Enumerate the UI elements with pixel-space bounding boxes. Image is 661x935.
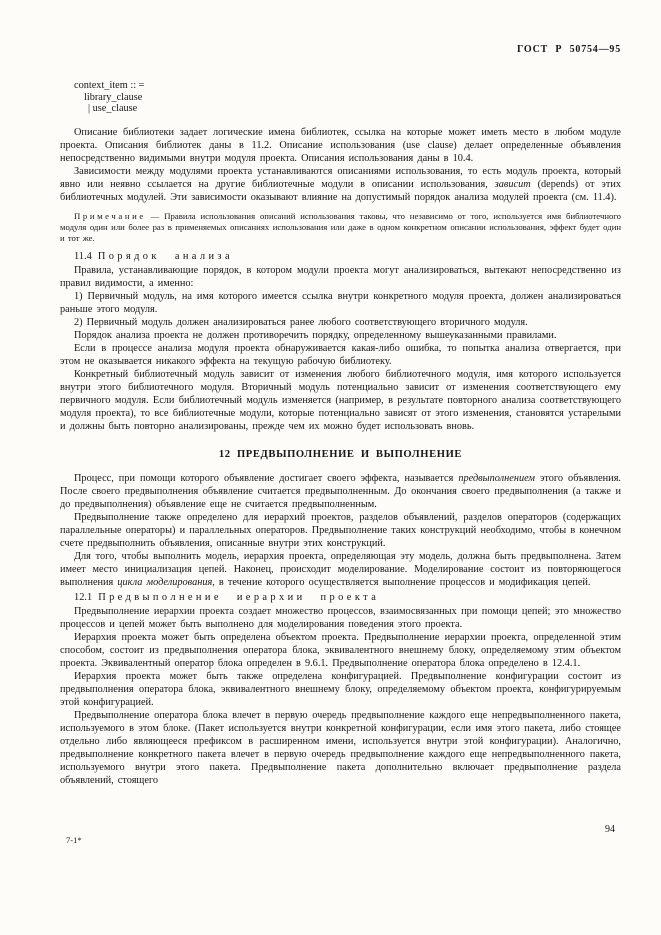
paragraph-hierarchy-configuration: Иерархия проекта может быть также определена конфигурацией. Предвыполнение конфигурации состоит из предвыполнения оператора блока, эквивалентного внешнему блоку, определяемому объектом проекта, конфигурируемым этой конфигурацией. [60,670,621,708]
code-line: | use_clause [88,103,138,115]
paragraph-elaboration-scope: Предвыполнение также определено для иерархий проектов, разделов объявлений, разделов операторов (содержащих параллельные операторы) и параллельных операторов. Предвыполнение таких конструкций необходимо, чтобы в конечном счете предвыполнить объявления, описанные внутри этих конструкций. [60,511,621,549]
paragraph-elaboration-definition: Процесс, при помощи которого объявление достигает своего эффекта, называется предвыполнением этого объявления. После своего предвыполнения объявление считается предвыполненным. До окончания своего предвыполнения (а также и до предвыполнения) объявление еще не считается предвыполненным. [60,472,622,510]
paragraph-hierarchy-processes: Предвыполнение иерархии проекта создает множество процессов, взаимосвязанных при помощи цепей; это множество процессов и цепей может быть выполнено для моделирования поведения этого проекта. [60,605,621,630]
code-line: library_clause [84,91,143,103]
note-block: Примечание — Правила использования описаний использования таковы, что независимо от того, используется имя библиотечного модуля один или более раз в применяемых описаниях использования или даже в одном конкретном описании использования, эффект будет один и тот же. [60,210,621,243]
paragraph-block-elaboration: Предвыполнение оператора блока влечет в первую очередь предвыполнение каждого еще непредвыполненного пакета, используемого в этом блоке. (Пакет используется внутри конкретной конфигурации, если имя этого пакета, либо стоящее отдельно либо являющееся префиксом в расширенном имени, используется внутри этой конфигурации). Аналогично, предвыполнение конкретного пакета влечет в первую очередь предвыполнение каждого еще непредвыполненного пакета, используемого внутри этого пакета. Предвыполнение пакета дополнительно включает предвыполнение раздела объявлений, стоящего [60,709,621,786]
paragraph-rule-2: 2) Первичный модуль должен анализироваться ранее любого соответствующего вторичного модуля. [74,316,528,328]
section-heading-12-1 [60,592,621,603]
section-number: 12.1 [74,591,93,603]
section-title: Предвыполнение иерархии проекта [98,591,380,603]
paragraph-hierarchy-design-object: Иерархия проекта может быть определена объектом проекта. Предвыполнение иерархии проекта, определенной этим способом, состоит из предвыполнения оператора блока, эквивалентного внешнему блоку, определяемому этим объектом проекта. Эквивалентный оператор блока определен в 9.6.1. Предвыполнение оператора блока определено в 12.4.1. [60,631,621,669]
paragraph-module-changes: Конкретный библиотечный модуль зависит от изменения любого библиотечного модуля, имя которого используется внутри этого библиотечного модуля. Вторичный модуль потенциально зависит от изменения соответствующего ему первичного модуля. Если библиотечный модуль изменяется (например, в результате повторного анализа соответствующего модуля проекта), то все библиотечные модули, которые потенциально зависят от этого изменения, становятся устарелыми и должны быть повторно анализированы, прежде чем их можно будет использовать вновь. [60,368,621,432]
code-line: context_item :: = [74,80,145,91]
print-signature: 7-1* [66,835,82,845]
doc-code-header: ГОСТ Р 50754—95 [516,44,621,55]
paragraph-analysis-order: Порядок анализа проекта не должен противоречить порядку, определенному вышеуказанными правилами. [74,329,557,341]
section-title: Порядок анализа [97,250,233,262]
page-number: 94 [605,824,615,835]
section-heading-11-4 [60,251,621,262]
paragraph-module-dependencies: Зависимости между модулями проекта устанавливаются описаниями использования, то есть модуль проекта, который явно или неявно ссылается на другие библиотечные модули в описании использования, зависит (depends) от этих библиотечных модулей. Эти зависимости оказывают влияние на допустимый порядок анализа модулей проекта (см. 11.4). [60,165,621,203]
paragraph-library-description: Описание библиотеки задает логические имена библиотек, ссылка на которые может иметь место в любом модуле проекта. Описания библиотек даны в 11.2. Описание использования (use clause) делает определенные объявления непосредственно видимыми внутри модуля проекта. Описания использования даны в 10.4. [60,126,621,164]
paragraph-rule-1: 1) Первичный модуль, на имя которого имеется ссылка внутри конкретного модуля проекта, должен анализироваться раньше этого модуля. [60,290,621,315]
section-heading-12: 12 ПРЕДВЫПОЛНЕНИЕ И ВЫПОЛНЕНИЕ [218,448,463,460]
paragraph-analysis-rules-intro: Правила, устанавливающие порядок, в котором модули проекта могут анализироваться, вытекают непосредственно из правил видимости, а именно: [60,264,621,289]
section-number: 11.4 [74,250,92,262]
paragraph-model-execution: Для того, чтобы выполнить модель, иерархия проекта, определяющая эту модель, должна быть предвыполнена. Затем имеет место инициализация цепей. Наконец, происходит моделирование. Моделирование состоит из повторяющегося выполнения цикла моделирования, в течение которого осуществляется выполнение процессов и модификация цепей. [60,550,621,588]
paragraph-analysis-error: Если в процессе анализа модуля проекта обнаруживается какая-либо ошибка, то попытка анализа отвергается, при этом не оказывается никакого эффекта на текущую рабочую библиотеку. [60,342,621,367]
page-content [60,44,621,787]
bnf-code-block [74,80,621,115]
